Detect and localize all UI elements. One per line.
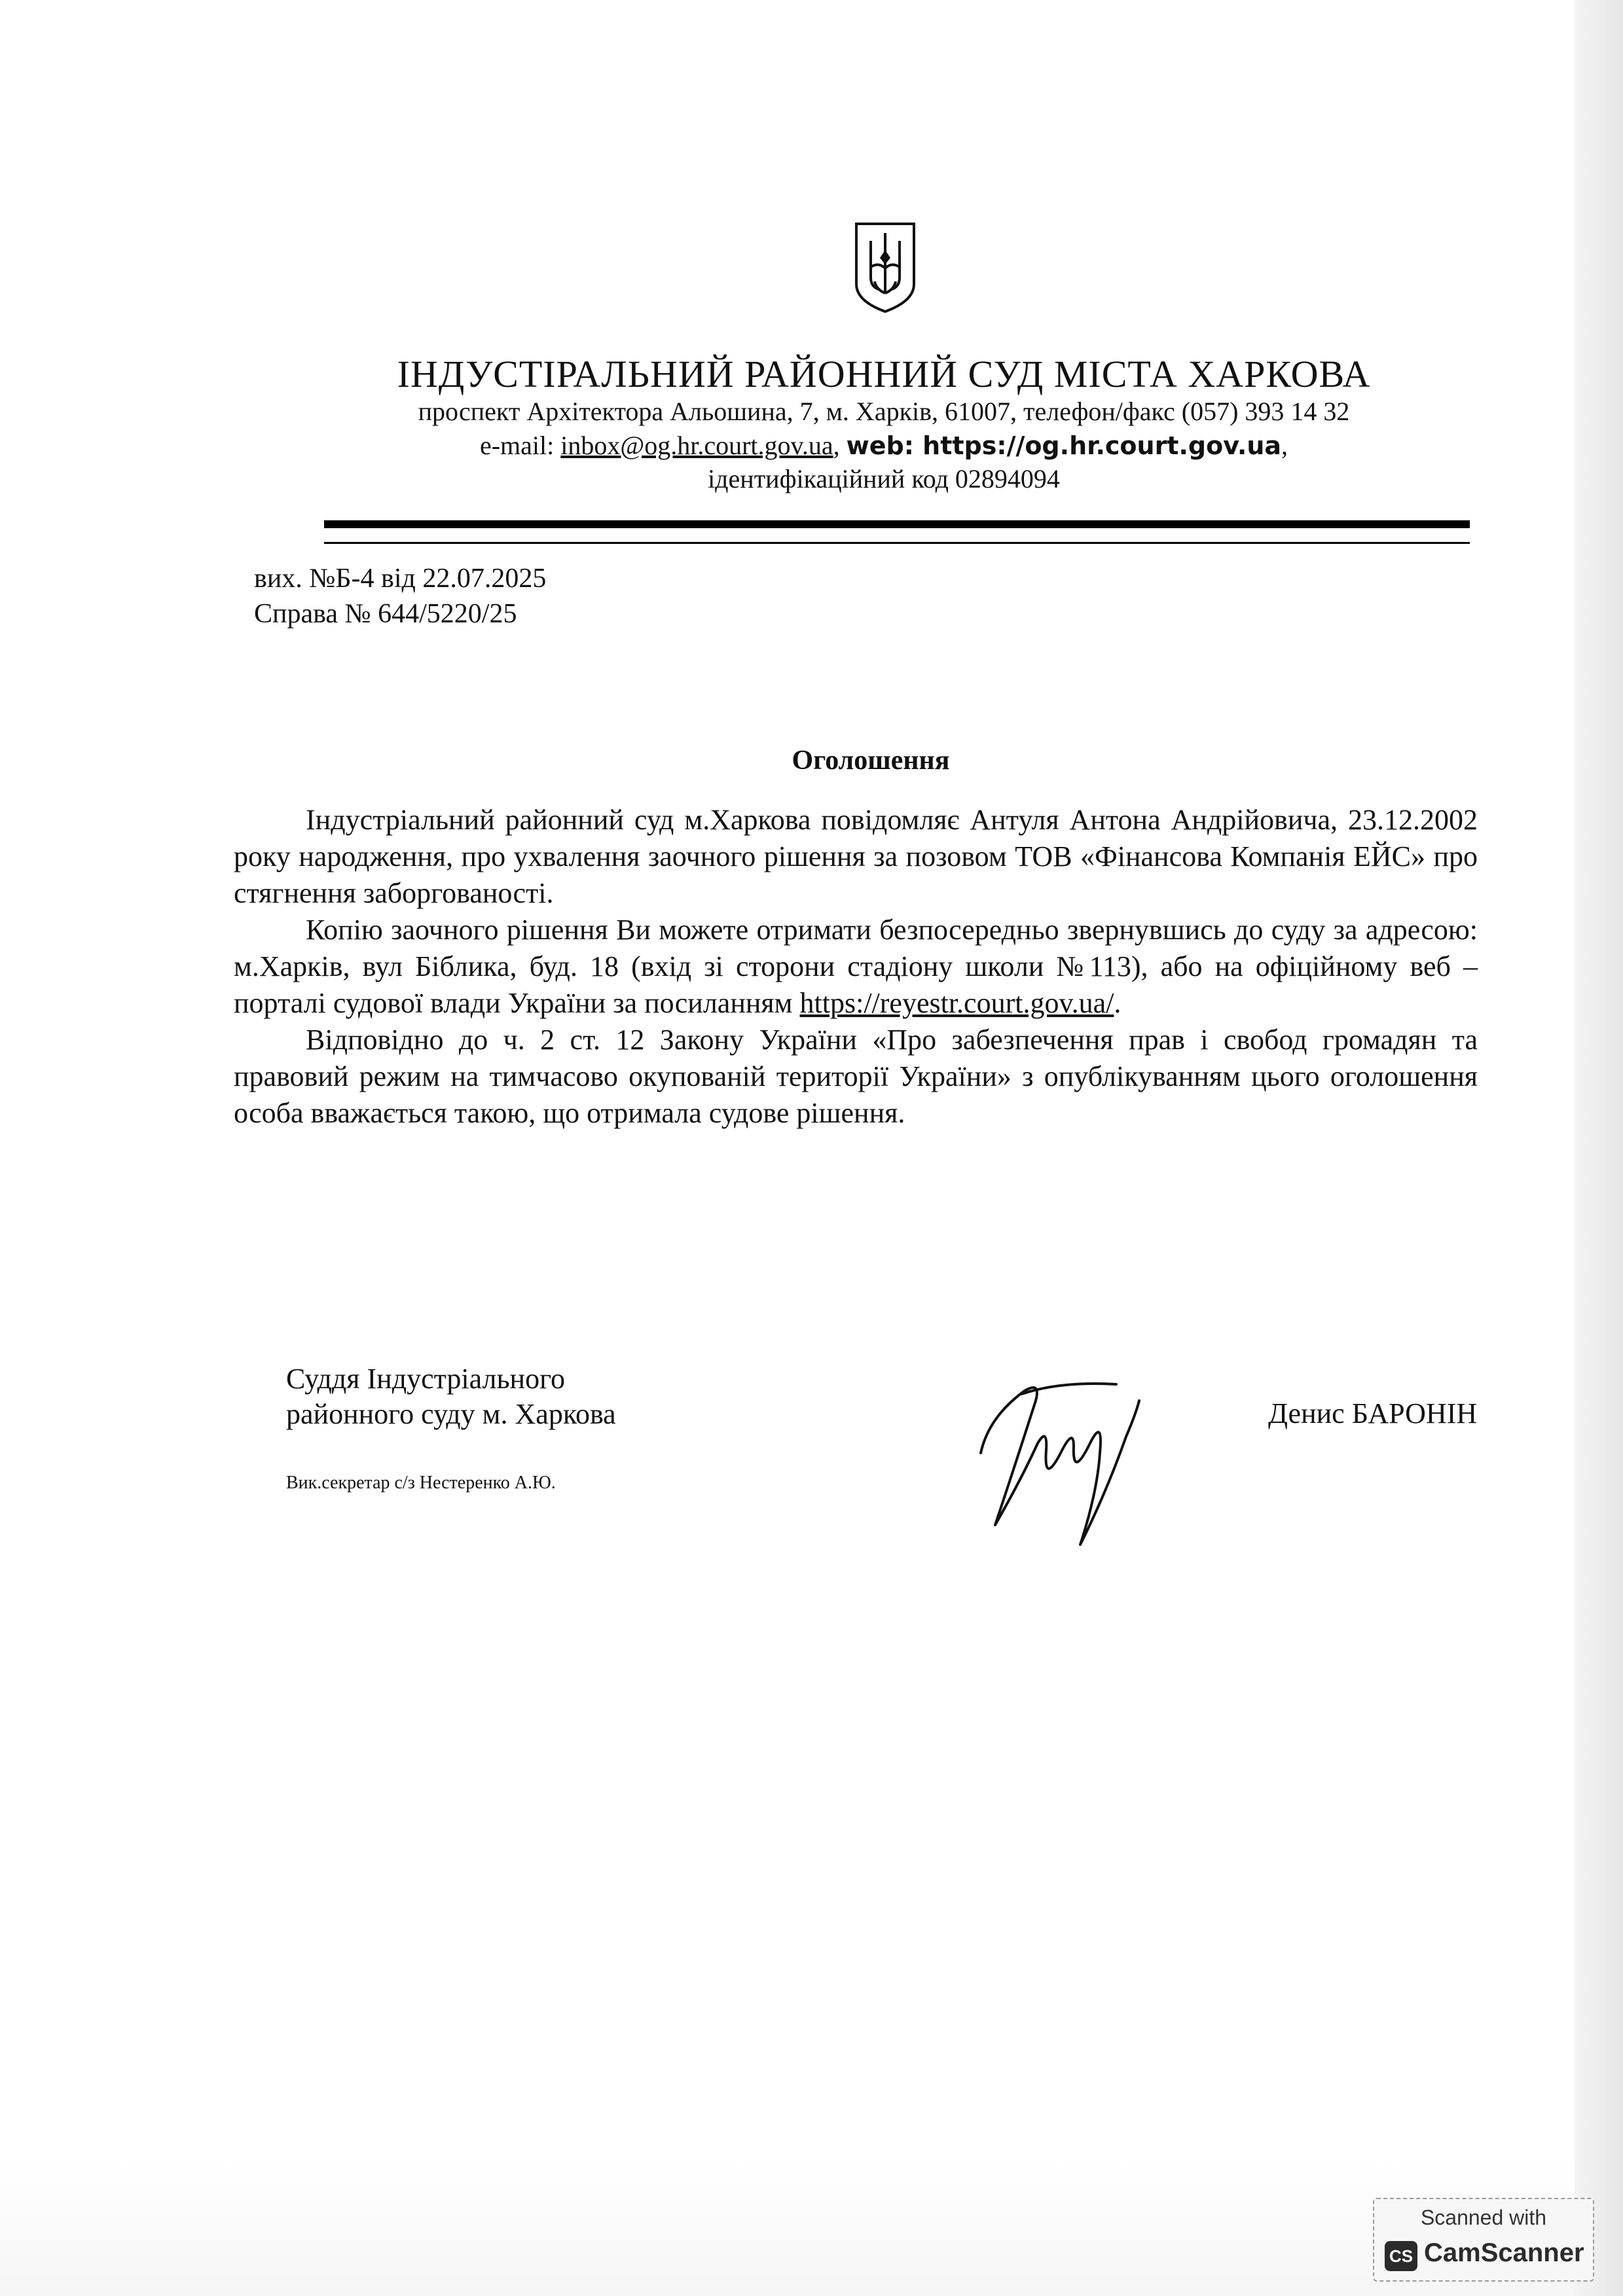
paragraph-3: Відповідно до ч. 2 ст. 12 Закону України «Про забезпечення прав і свобод громадян та правовий режим на тимчасово окупованій території України» з опублікуванням цього оголошення особа вважається такою, що отримала судове рішення. — [234, 1024, 1478, 1129]
announcement-body — [234, 802, 1478, 1132]
court-address: проспект Архітектора Альошина, 7, м. Харків, 61007, телефон/факс (057) 393 14 32 — [418, 397, 1350, 426]
judge-name: Денис БАРОНІН — [1268, 1397, 1478, 1429]
camscanner-badge — [1373, 2198, 1594, 2282]
paragraph-1: Індустріальний районний суд м.Харкова повідомляє Антуля Антона Андрійовича, 23.12.2002 року народження, про ухвалення заочного рішення за позовом ТОВ «Фінансова Компанія ЕЙС» про стягнення заборгованості. — [234, 804, 1478, 909]
paragraph-2: Копію заочного рішення Ви можете отримати безпосередньо звернувшись до суду за адресою: м.Харків, вул Біблика, буд. 18 (вхід зі сторони стадіону школи №113), або на офіційному веб – порталі судової влади України за посиланням https://reyestr.court.gov.ua/. — [234, 914, 1478, 1019]
handwritten-signature — [976, 1355, 1146, 1551]
coat-of-arms-icon — [852, 221, 918, 314]
judge-title-line2: районного суду м. Харкова — [286, 1398, 616, 1430]
header-rule-thick — [324, 520, 1470, 528]
scan-bottom-shadow — [0, 2160, 1575, 2296]
email-link[interactable]: inbox@og.hr.court.gov.ua — [560, 431, 833, 460]
secretary-note: Вик.секретар с/з Нестеренко А.Ю. — [286, 1473, 556, 1493]
email-label: e-mail: — [479, 431, 561, 460]
registry-link[interactable]: https://reyestr.court.gov.ua/ — [799, 987, 1114, 1019]
camscanner-name: CamScanner — [1424, 2238, 1584, 2267]
camscanner-logo-icon: CS — [1385, 2241, 1417, 2271]
document-title: Оголошення — [792, 745, 950, 776]
web-link[interactable]: https://og.hr.court.gov.ua — [922, 431, 1282, 460]
court-contacts: e-mail: inbox@og.hr.court.gov.ua, web: https://og.hr.court.gov.ua, — [479, 431, 1288, 460]
outgoing-number: вих. №Б-4 від 22.07.2025 — [254, 564, 547, 594]
scanned-with-label: Scanned with — [1420, 2206, 1547, 2229]
case-number: Справа № 644/5220/25 — [254, 599, 517, 629]
web-label: web: — [846, 431, 923, 460]
judge-title — [286, 1361, 616, 1432]
header-rule-thin — [324, 542, 1470, 544]
scan-edge-shadow — [1575, 0, 1623, 2296]
judge-title-line1: Суддя Індустріального — [286, 1363, 566, 1395]
court-name: ІНДУСТІРАЛЬНИЙ РАЙОННИЙ СУД МІСТА ХАРКОВА — [397, 353, 1371, 395]
ident-code: ідентифікаційний код 02894094 — [708, 464, 1060, 493]
